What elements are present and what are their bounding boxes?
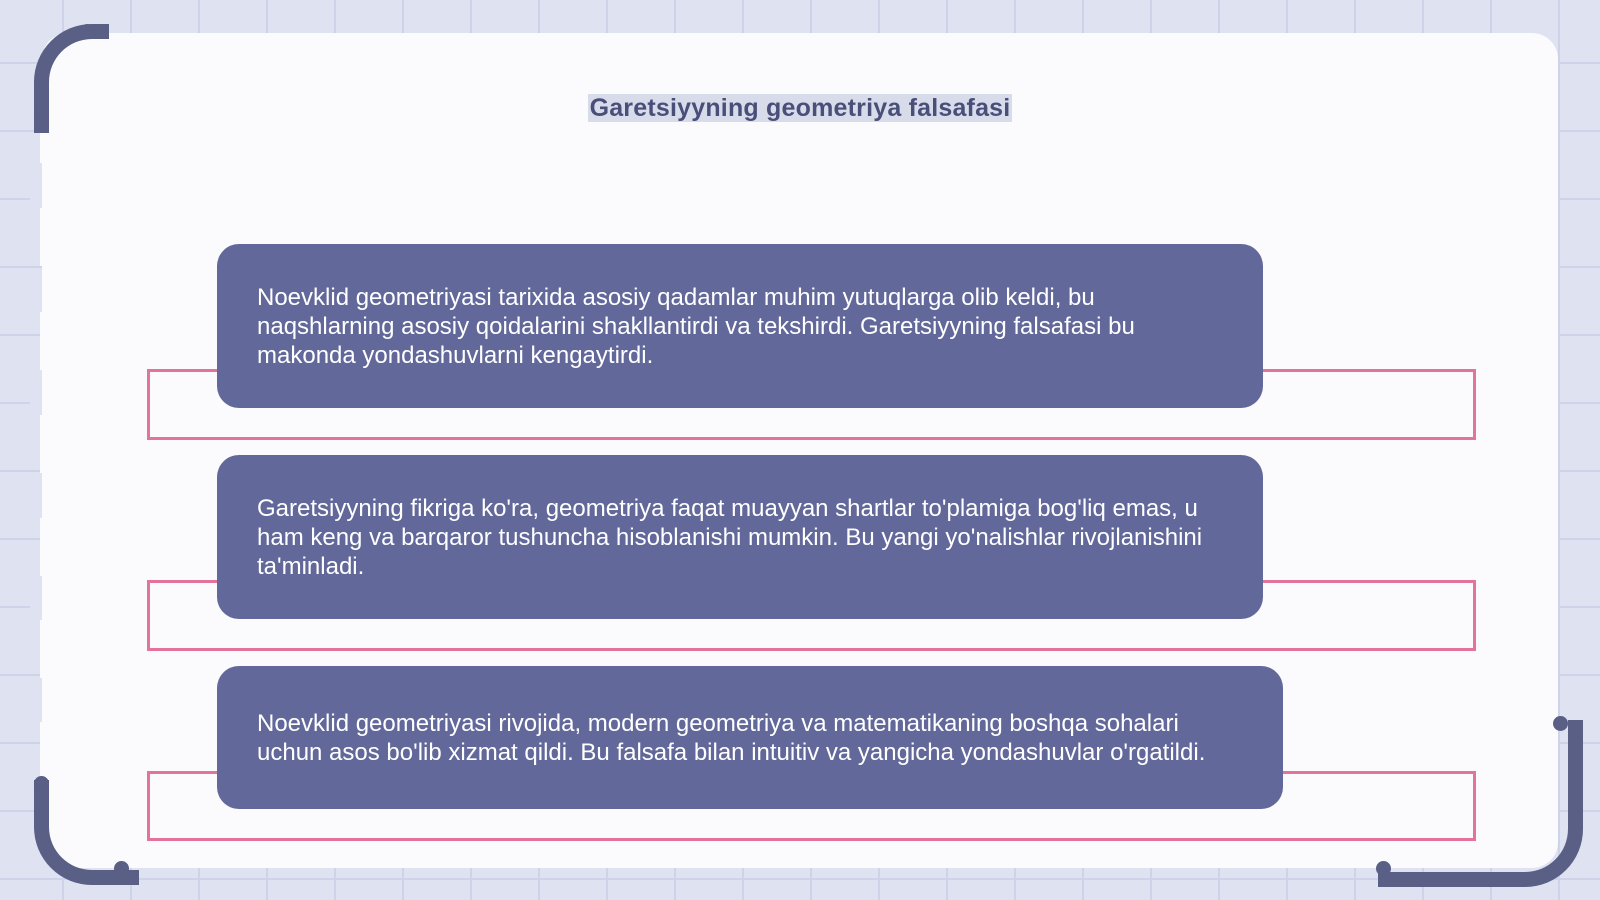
scallop-notch <box>30 376 42 420</box>
bracket-cap <box>34 776 49 791</box>
bracket-cap <box>114 861 129 876</box>
bracket-cap <box>1376 861 1391 876</box>
scallop-notch <box>30 582 42 626</box>
bracket-cap <box>1553 716 1568 731</box>
scallop-notch <box>30 170 42 214</box>
content-box-1 <box>217 244 1263 408</box>
scallop-notch <box>30 273 42 317</box>
scallop-notch <box>30 479 42 523</box>
content-text: Garetsiyyning fikriga ko'ra, geometriya faqat muayyan shartlar to'plamiga bog'liq emas, u ham keng va barqaror tushuncha hisoblanishi mumkin. Bu yangi yo'nalishlar rivojlanishini ta'minladi. <box>257 494 1203 580</box>
content-text: Noevklid geometriyasi rivojida, modern geometriya va matematikaning boshqa sohalari uchun asos bo'lib xizmat qildi. Bu falsafa bilan intuitiv va yangicha yondashuvlar o'rgatildi. <box>257 709 1206 766</box>
content-text: Noevklid geometriyasi tarixida asosiy qadamlar muhim yutuqlarga olib keldi, bu naqshlarning asosiy qoidalarini shakllantirdi va tekshirdi. Garetsiyyning falsafasi bu makonda yondashuvlarni kengaytirdi. <box>257 283 1135 369</box>
bracket-cap <box>80 24 95 39</box>
slide-title <box>0 94 1600 123</box>
content-box-2 <box>217 455 1263 619</box>
scallop-notch <box>30 684 42 728</box>
content-box-3 <box>217 666 1283 809</box>
slide-title-text: Garetsiyyning geometriya falsafasi <box>589 94 1011 122</box>
